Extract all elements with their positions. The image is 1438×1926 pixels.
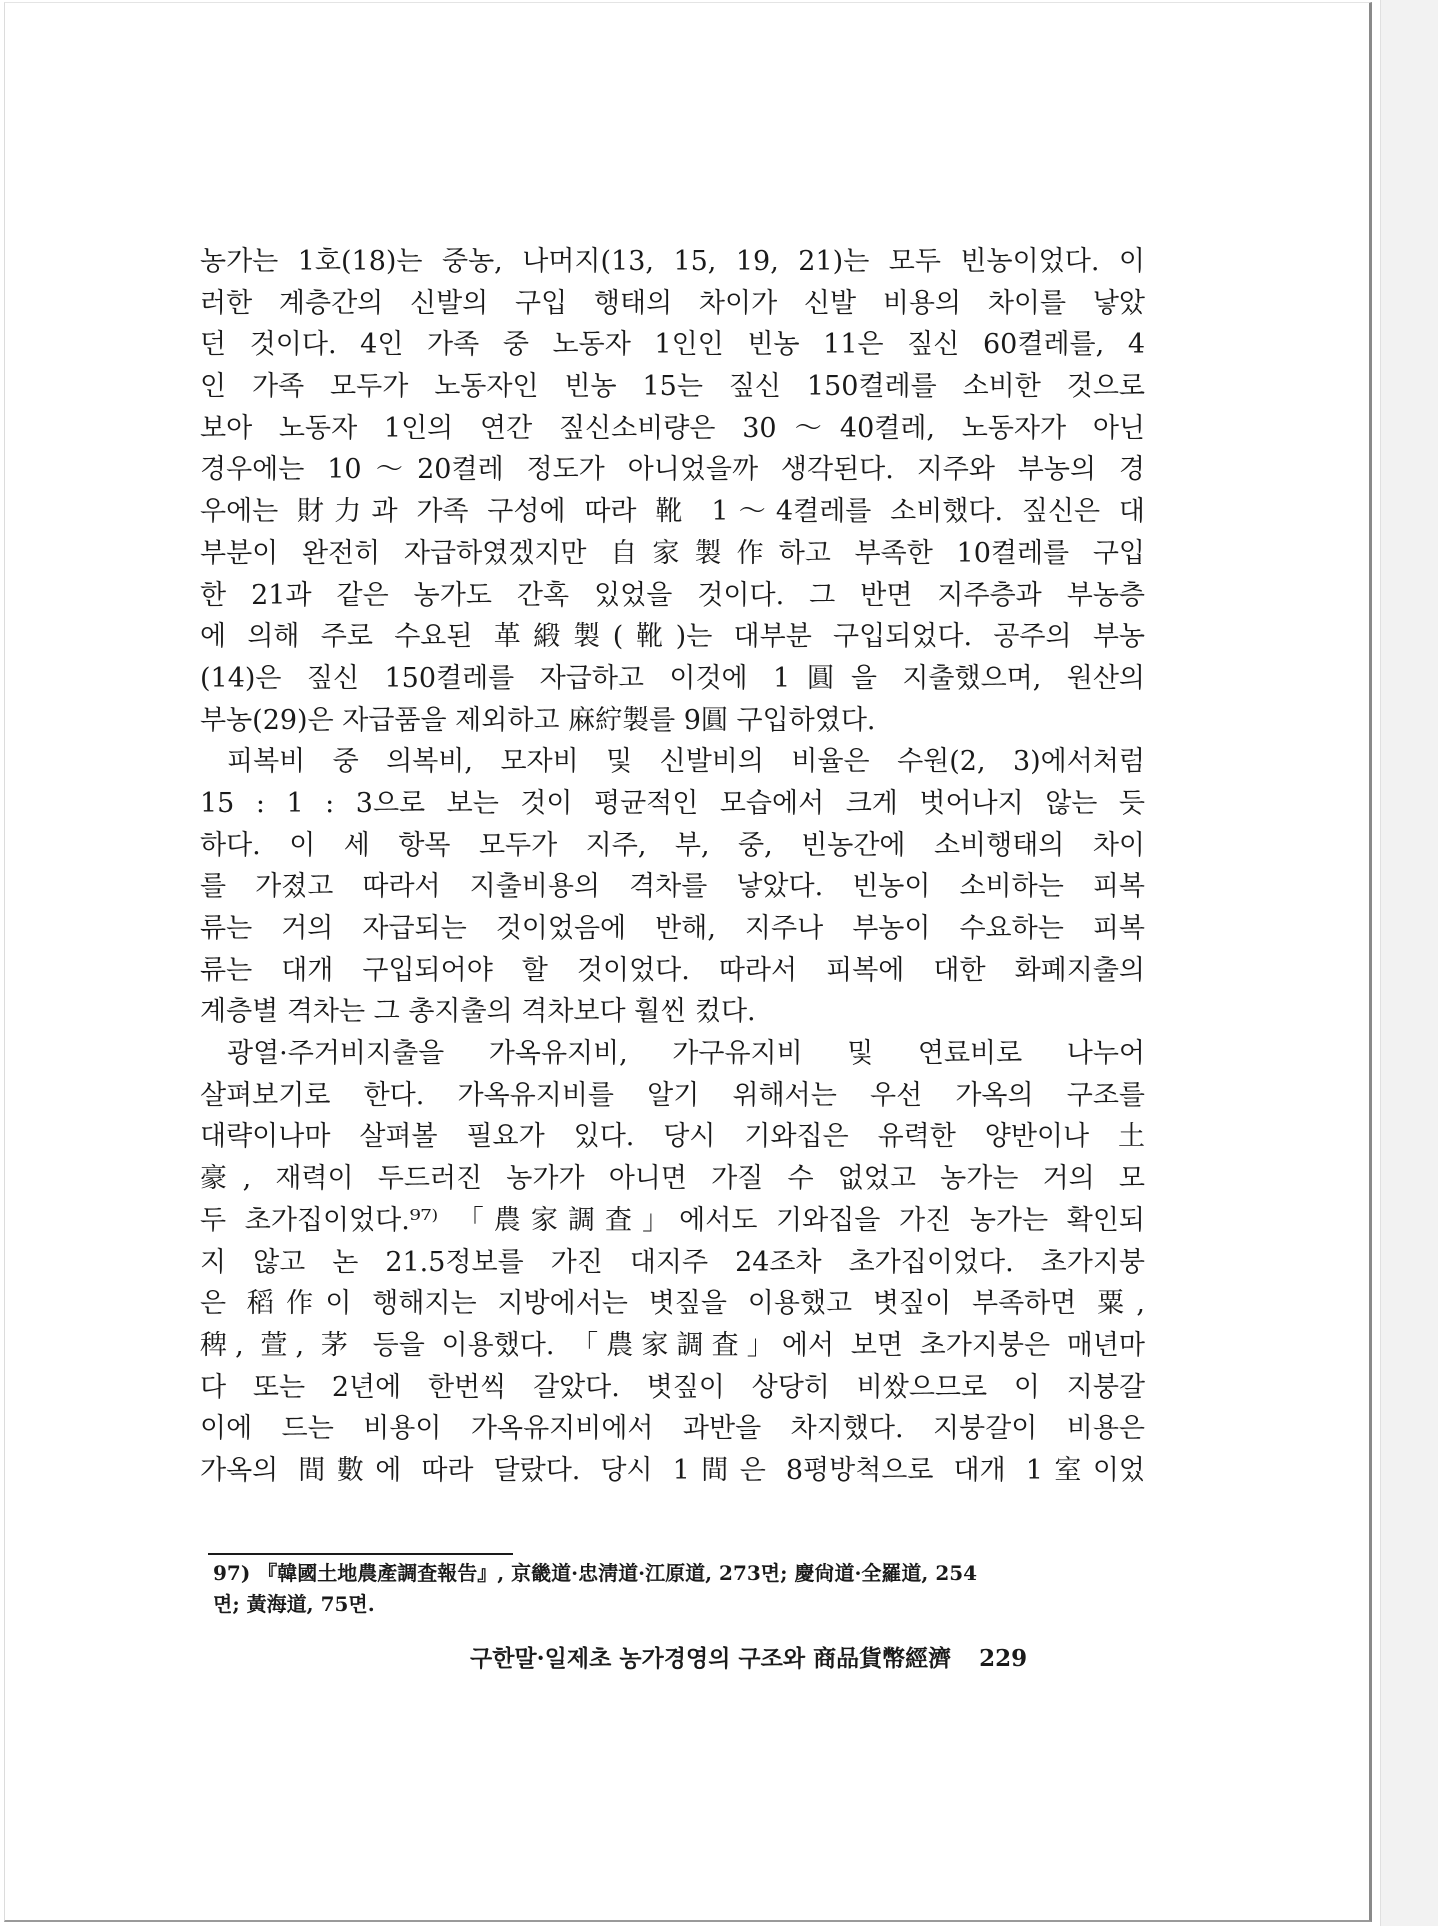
text-line: 인 가족 모두가 노동자인 빈농 15는 짚신 150켤레를 소비한 것으로 xyxy=(200,371,1145,403)
page-body xyxy=(200,241,1145,1492)
text-line: 경우에는 10～20켤레 정도가 아니었을까 생각된다. 지주와 부농의 경 xyxy=(200,454,1145,486)
text-line: 보아 노동자 1인의 연간 짚신소비량은 30～40켤레, 노동자가 아닌 xyxy=(200,412,1145,444)
page-number: 229 xyxy=(979,1645,1028,1672)
text-line: 은 稻作이 행해지는 지방에서는 볏짚을 이용했고 볏짚이 부족하면 粟, xyxy=(200,1288,1145,1320)
text-line: 계층별 격차는 그 총지출의 격차보다 훨씬 컸다. xyxy=(200,996,756,1028)
text-line: 던 것이다. 4인 가족 중 노동자 1인인 빈농 11은 짚신 60켤레를, 4 xyxy=(200,329,1145,361)
text-line: (14)은 짚신 150켤레를 자급하고 이것에 1圓을 지출했으며, 원산의 xyxy=(200,662,1145,694)
text-line: 豪, 재력이 두드러진 농가가 아니면 가질 수 없었고 농가는 거의 모 xyxy=(200,1163,1145,1195)
running-footer-title: 구한말·일제초 농가경영의 구조와 商品貨幣經濟 xyxy=(470,1645,952,1672)
text-line: 대략이나마 살펴볼 필요가 있다. 당시 기와집은 유력한 양반이나 土 xyxy=(200,1121,1145,1153)
text-line: 류는 대개 구입되어야 할 것이었다. 따라서 피복에 대한 화폐지출의 xyxy=(200,954,1145,986)
text-line: 15 : 1 : 3으로 보는 것이 평균적인 모습에서 크게 벗어나지 않는 듯 xyxy=(200,787,1145,819)
text-line: 광열·주거비지출을 가옥유지비, 가구유지비 및 연료비로 나누어 xyxy=(227,1038,1145,1070)
footnote-divider xyxy=(208,1553,513,1555)
running-footer xyxy=(470,1640,1120,1673)
paragraph-2 xyxy=(200,741,1145,1033)
text-line: 러한 계층간의 신발의 구입 행태의 차이가 신발 비용의 차이를 낳았 xyxy=(200,287,1145,319)
text-line: 이에 드는 비용이 가옥유지비에서 과반을 차지했다. 지붕갈이 비용은 xyxy=(200,1413,1145,1445)
text-line: 우에는 財力과 가족 구성에 따라 靴 1～4켤레를 소비했다. 짚신은 대 xyxy=(200,496,1145,528)
text-line: 부농(29)은 자급품을 제외하고 麻紵製를 9圓 구입하였다. xyxy=(200,704,876,736)
text-line: 에 의해 주로 수요된 革緞製(靴)는 대부분 구입되었다. 공주의 부농 xyxy=(200,621,1145,653)
paragraph-1 xyxy=(200,241,1145,741)
text-line: 지 않고 논 21.5정보를 가진 대지주 24조차 초가집이었다. 초가지붕 xyxy=(200,1246,1145,1278)
text-line: 가옥의 間數에 따라 달랐다. 당시 1間은 8평방척으로 대개 1室이었 xyxy=(200,1454,1145,1486)
text-line: 稗, 萱, 茅 등을 이용했다. 「農家調査」에서 보면 초가지붕은 매년마 xyxy=(200,1329,1145,1361)
text-line: 피복비 중 의복비, 모자비 및 신발비의 비율은 수원(2, 3)에서처럼 xyxy=(227,746,1145,778)
scrollbar-track[interactable] xyxy=(1380,0,1438,1926)
paragraph-3 xyxy=(200,1033,1145,1492)
footnote-line: 면; 黃海道, 75면. xyxy=(213,1592,375,1616)
text-line: 다 또는 2년에 한번씩 갈았다. 볏짚이 상당히 비쌌으므로 이 지붕갈 xyxy=(200,1371,1145,1403)
text-line: 를 가졌고 따라서 지출비용의 격차를 낳았다. 빈농이 소비하는 피복 xyxy=(200,871,1145,903)
footnote xyxy=(213,1558,1148,1620)
text-line: 부분이 완전히 자급하였겠지만 自家製作하고 부족한 10켤레를 구입 xyxy=(200,537,1145,569)
footnote-line: 97) 『韓國土地農產調査報告』, 京畿道·忠淸道·江原道, 273면; 慶尙道·全羅道, 254 xyxy=(213,1561,978,1585)
text-line: 류는 거의 자급되는 것이었음에 반해, 지주나 부농이 수요하는 피복 xyxy=(200,913,1145,944)
text-line: 하다. 이 세 항목 모두가 지주, 부, 중, 빈농간에 소비행태의 차이 xyxy=(200,829,1145,861)
text-line: 한 21과 같은 농가도 간혹 있었을 것이다. 그 반면 지주층과 부농층 xyxy=(200,579,1145,611)
text-line: 살펴보기로 한다. 가옥유지비를 알기 위해서는 우선 가옥의 구조를 xyxy=(200,1079,1145,1111)
text-line: 두 초가집이었다.⁹⁷⁾ 「農家調査」에서도 기와집을 가진 농가는 확인되 xyxy=(200,1204,1145,1236)
text-line: 농가는 1호(18)는 중농, 나머지(13, 15, 19, 21)는 모두 빈농이었다. 이 xyxy=(200,246,1145,277)
